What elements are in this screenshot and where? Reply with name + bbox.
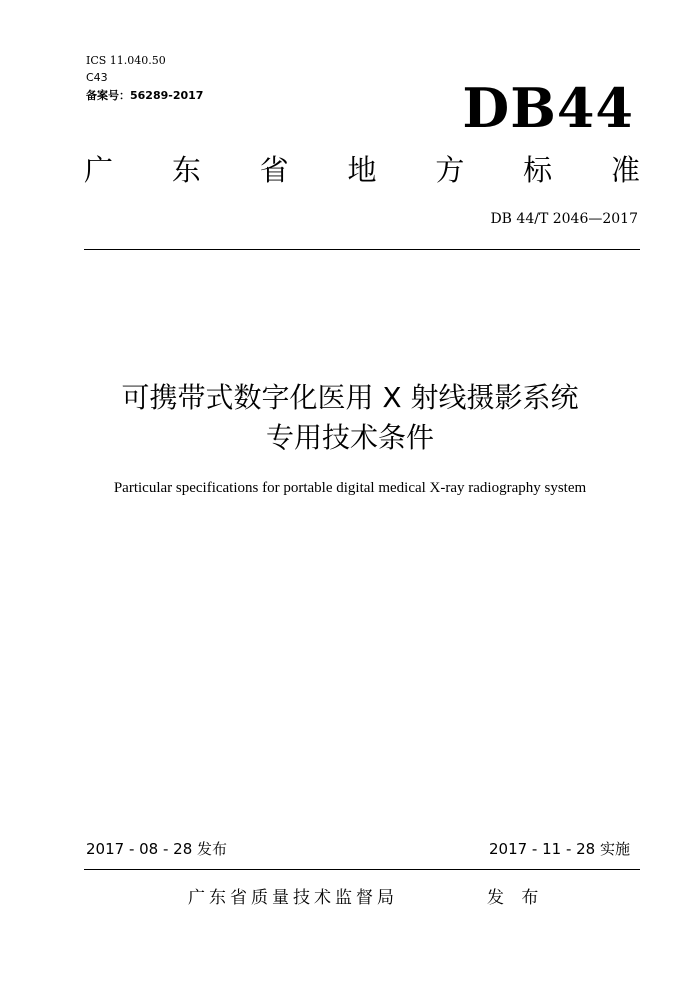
filing-number: 备案号：56289-2017 — [86, 89, 204, 102]
header-divider — [84, 249, 640, 250]
standard-type-char: 广 — [84, 153, 114, 187]
standard-logo: DB44 — [462, 76, 634, 140]
publish-date: 2017 - 08 - 28 发布 — [86, 840, 228, 858]
implement-date: 2017 - 11 - 28 实施 — [488, 840, 630, 858]
footer-divider — [84, 869, 640, 870]
document-subtitle-en: Particular specifications for portable digital medical X-ray radiography system — [113, 480, 587, 496]
standard-type-char: 地 — [347, 153, 377, 187]
ics-code: ICS 11.040.50 — [86, 54, 166, 67]
issuing-authority: 广东省质量技术监督局 — [188, 888, 398, 908]
standard-type-char: 准 — [610, 153, 640, 187]
document-title-line2: 专用技术条件 — [265, 421, 434, 454]
standard-type-char: 方 — [435, 153, 465, 187]
standard-type — [84, 150, 640, 190]
standard-type-char: 标 — [523, 153, 553, 187]
classification-code: C43 — [86, 71, 108, 84]
issue-label: 发 布 — [487, 888, 545, 908]
standard-code: DB 44/T 2046—2017 — [490, 211, 638, 227]
standard-type-char: 东 — [171, 153, 201, 187]
standard-type-char: 省 — [259, 153, 289, 187]
document-title-line1: 可携带式数字化医用 X 射线摄影系统 — [121, 381, 579, 414]
